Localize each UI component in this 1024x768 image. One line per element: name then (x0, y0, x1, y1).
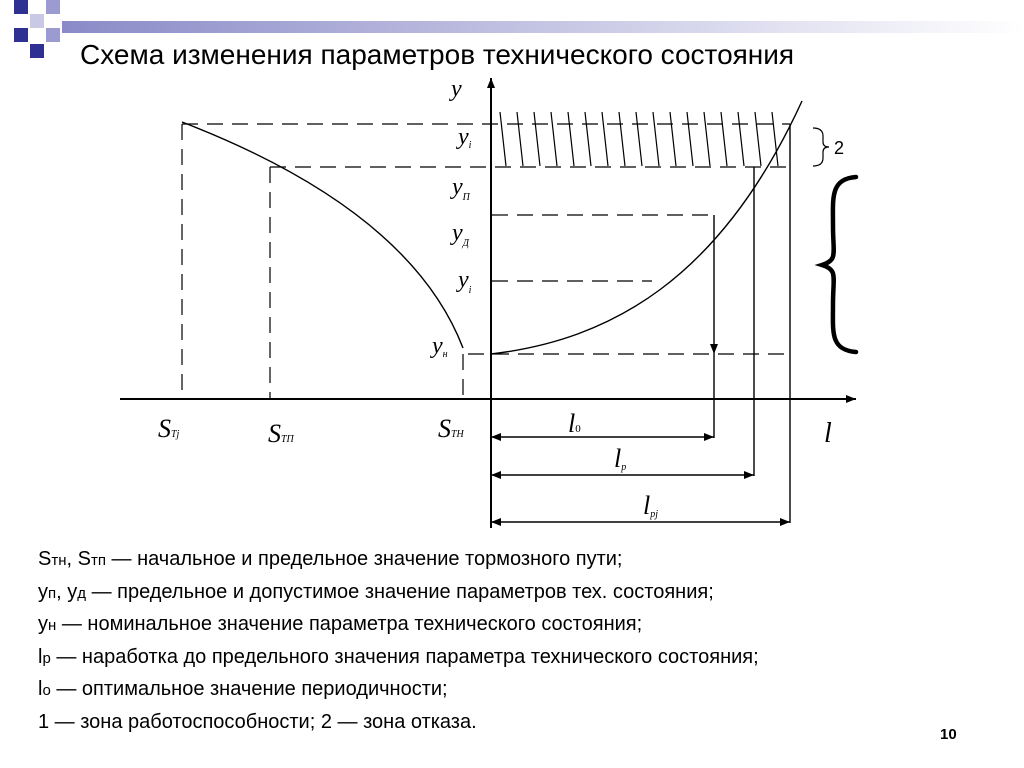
parameter-growth-curve (491, 101, 802, 354)
page-number: 10 (940, 726, 957, 743)
y-tick-yn: $y_н$ (432, 333, 448, 360)
legend-text: , у (56, 580, 78, 603)
deco-square (14, 0, 28, 14)
l0-label: l0 (568, 409, 581, 438)
legend-item (38, 544, 759, 577)
legend-subscript: н (48, 617, 57, 634)
parameter-change-diagram (0, 60, 1024, 540)
legend-text: 1 — зона работоспособности; 2 — зона отказа. (38, 710, 477, 733)
legend-text: у (38, 613, 48, 635)
zone-1-brace (822, 177, 856, 352)
title-bar-gradient (62, 21, 1024, 33)
zone-2-label: 2 (834, 138, 845, 158)
legend-item (38, 707, 759, 739)
zone-2-brace (813, 128, 829, 166)
legend-subscript: д (77, 584, 87, 602)
y-tick-yd: $y_Д$ (452, 220, 470, 249)
legend-text: — начальное и предельное значение тормозного пути; (105, 548, 623, 570)
legend-subscript: тп (90, 552, 106, 569)
x-axis-label: l (824, 418, 832, 449)
legend-text: , S (66, 548, 91, 570)
legend-subscript: п (48, 584, 57, 602)
legend-subscript: тн (51, 552, 67, 569)
deco-square (14, 28, 28, 42)
dashed-guides (182, 124, 790, 399)
legend-text: l (38, 678, 43, 700)
lpj-label: lpj (643, 491, 659, 520)
legend-text: — оптимальное значение периодичности; (50, 678, 448, 700)
legend-text: — предельное и допустимое значение параметров тех. состояния; (86, 580, 714, 603)
s-tp-label: SТП (268, 419, 294, 448)
y-tick-yi-top: $y_i$ (458, 124, 472, 151)
y-tick-yp: $y_П$ (452, 174, 470, 203)
legend-item (38, 609, 759, 642)
slide-title: Схема изменения параметров технического состояния (80, 39, 795, 70)
legend-item (38, 642, 759, 675)
legend-text: — наработка до предельного значения параметра технического состояния; (50, 645, 759, 668)
legend-text: у (38, 580, 48, 603)
s-tn-label: SТН (438, 414, 464, 443)
legend-subscript: р (42, 649, 51, 667)
legend-subscript: о (42, 682, 51, 699)
deco-square (30, 14, 44, 28)
braking-distance-curve (182, 122, 463, 348)
legend-text: l (38, 645, 43, 668)
legend-text: S (38, 548, 52, 570)
legend-text: — номинальное значение параметра технического состояния; (56, 613, 643, 635)
deco-square (30, 44, 44, 58)
lp-label: lр (614, 444, 627, 473)
deco-square (46, 0, 60, 14)
y-axis-label: y (451, 76, 462, 102)
s-tj-label: STj (158, 414, 180, 443)
legend-list (38, 544, 759, 738)
y-tick-yi-mid: $y_i$ (458, 267, 472, 296)
deco-square (46, 28, 60, 42)
legend-item (38, 577, 759, 610)
failure-zone-hatch (500, 112, 778, 166)
legend-item (38, 674, 759, 707)
